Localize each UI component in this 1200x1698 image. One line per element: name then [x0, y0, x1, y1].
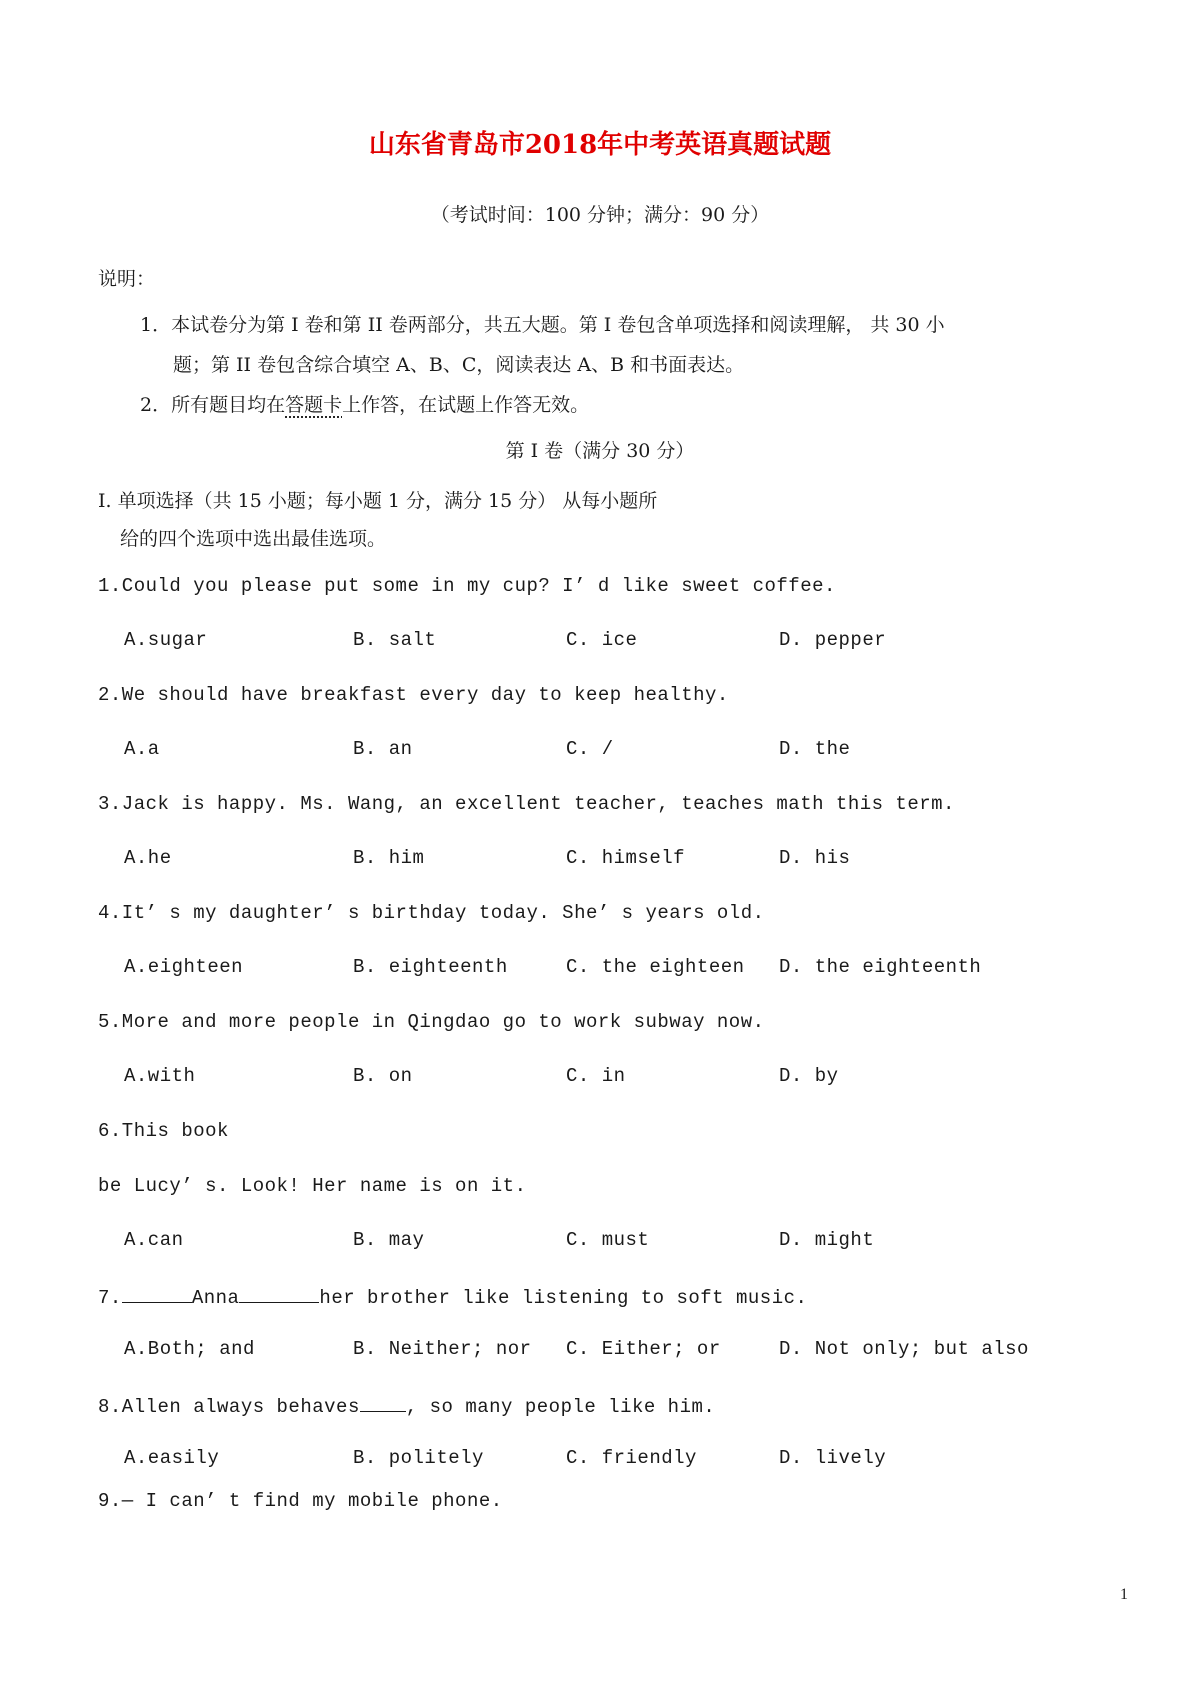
question-8-option-d: D. lively [779, 1447, 887, 1469]
question-7-option-b: B. Neither; nor [353, 1338, 532, 1360]
question-1-option-c: C. ice [566, 629, 638, 651]
question-2-option-d: D. the [779, 738, 851, 760]
question-7-text-end: her brother like listening to soft music. [319, 1287, 808, 1309]
instruction-item-2 [140, 390, 589, 417]
question-4-option-a: A.eighteen [124, 956, 244, 978]
section-heading: 第 I 卷（满分 30 分） [505, 440, 695, 462]
question-5-option-c: C. in [566, 1065, 626, 1087]
emphasized-answer-sheet: 答题卡 [285, 394, 343, 416]
document-title: 山东省青岛市2018年中考英语真题试题 [368, 130, 832, 160]
exam-info: （考试时间：100 分钟；满分：90 分） [430, 204, 770, 226]
answer-blank [239, 1284, 319, 1303]
question-8-option-c: C. friendly [566, 1447, 697, 1469]
question-7-option-c: C. Either; or [566, 1338, 721, 1360]
answer-blank [122, 1284, 192, 1303]
question-7-number: 7. [98, 1287, 122, 1309]
question-3-option-d: D. his [779, 847, 851, 869]
question-5-option-a: A.with [124, 1065, 196, 1087]
question-4-option-b: B. eighteenth [353, 956, 508, 978]
question-4-stem: 4.It’ s my daughter’ s birthday today. She’ s years old. [98, 902, 765, 924]
question-4-option-c: C. the eighteen [566, 956, 745, 978]
question-1-stem: 1.Could you please put some in my cup? I’ d like sweet coffee. [98, 575, 836, 597]
question-8-text: 8.Allen always behaves [98, 1396, 360, 1418]
question-8-stem [98, 1393, 715, 1418]
question-3-option-b: B. him [353, 847, 425, 869]
instruction-item-2-text: 2．所有题目均在 [140, 394, 286, 416]
question-6-stem: 6.This book [98, 1120, 229, 1142]
question-5-stem: 5.More and more people in Qingdao go to work subway now. [98, 1011, 765, 1033]
question-8-option-b: B. politely [353, 1447, 484, 1469]
instruction-item-1: 1．本试卷分为第 I 卷和第 II 卷两部分，共五大题。第 I 卷包含单项选择和阅读理解， 共 30 小 [140, 314, 945, 336]
question-7-text-mid: Anna [191, 1287, 240, 1309]
instructions-heading: 说明： [98, 268, 156, 290]
part-heading: I. 单项选择（共 15 小题；每小题 1 分，满分 15 分） 从每小题所 [98, 490, 658, 512]
question-1-option-b: B. salt [353, 629, 437, 651]
question-6-option-a: A.can [124, 1229, 184, 1251]
question-8-text-end: , so many people like him. [405, 1396, 716, 1418]
question-2-stem: 2.We should have breakfast every day to keep healthy. [98, 684, 729, 706]
question-7-option-a: A.Both; and [124, 1338, 255, 1360]
question-7-stem [98, 1284, 807, 1309]
instruction-item-2-text-end: 上作答，在试题上作答无效。 [342, 394, 590, 416]
instruction-item-1-continued: 题；第 II 卷包含综合填空 A、B、C，阅读表达 A、B 和书面表达。 [173, 354, 745, 376]
question-4-option-d: D. the eighteenth [779, 956, 982, 978]
question-6-stem-continued: be Lucy’ s. Look! Her name is on it. [98, 1175, 527, 1197]
page-number: 1 [1120, 1586, 1128, 1603]
question-2-option-a: A.a [124, 738, 160, 760]
question-3-option-c: C. himself [566, 847, 686, 869]
answer-blank [360, 1393, 406, 1412]
question-1-option-a: A.sugar [124, 629, 208, 651]
question-6-option-b: B. may [353, 1229, 425, 1251]
question-2-option-b: B. an [353, 738, 413, 760]
question-9-stem: 9.— I can’ t find my mobile phone. [98, 1490, 503, 1512]
part-heading-continued: 给的四个选项中选出最佳选项。 [120, 528, 387, 550]
question-1-option-d: D. pepper [779, 629, 887, 651]
question-5-option-d: D. by [779, 1065, 839, 1087]
question-6-option-c: C. must [566, 1229, 650, 1251]
question-5-option-b: B. on [353, 1065, 413, 1087]
question-3-option-a: A.he [124, 847, 172, 869]
question-7-option-d: D. Not only; but also [779, 1338, 1029, 1360]
question-6-option-d: D. might [779, 1229, 875, 1251]
question-3-stem: 3.Jack is happy. Ms. Wang, an excellent teacher, teaches math this term. [98, 793, 955, 815]
question-8-option-a: A.easily [124, 1447, 220, 1469]
question-2-option-c: C. / [566, 738, 614, 760]
